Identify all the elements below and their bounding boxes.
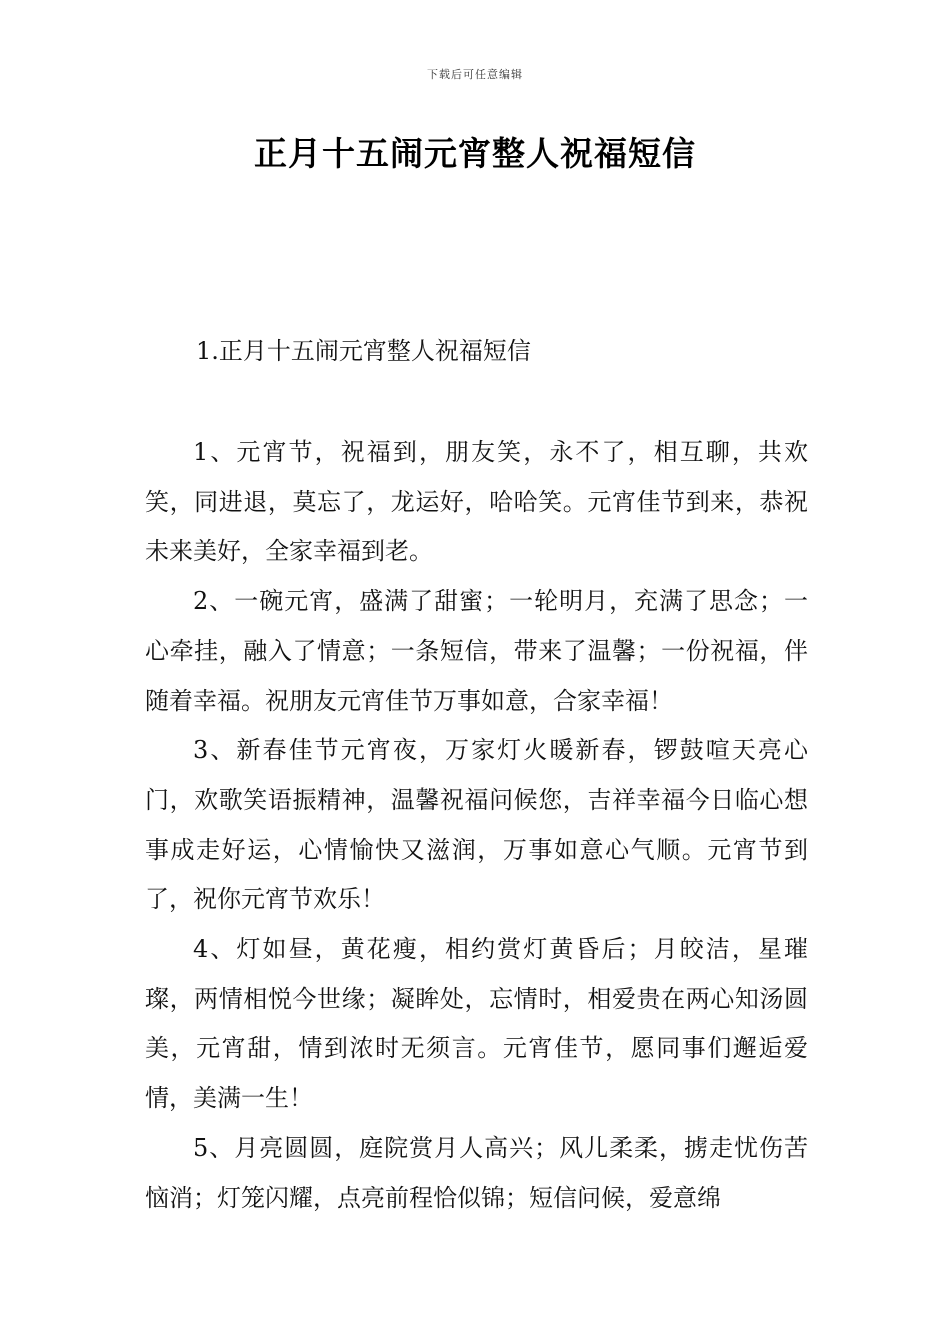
paragraph-5: 5、月亮圆圆，庭院赏月人高兴；风儿柔柔，掳走忧伤苦恼消；灯笼闪耀，点亮前程恰似锦；短信问候，爱意绵 [145, 1133, 808, 1212]
section-heading: 1.正月十五闹元宵整人祝福短信 [196, 337, 531, 365]
document-body [145, 428, 808, 1223]
document-title: 正月十五闹元宵整人祝福短信 [254, 134, 696, 173]
paragraph-4: 4、灯如昼，黄花瘦，相约赏灯黄昏后；月皎洁，星璀璨，两情相悦今世缘；凝眸处，忘情时，相爱贵在两心知汤圆美，元宵甜，情到浓时无须言。元宵佳节，愿同事们邂逅爱情，美满一生！ [145, 935, 808, 1113]
paragraph-3: 3、新春佳节元宵夜，万家灯火暖新春，锣鼓喧天亮心门，欢歌笑语振精神，温馨祝福问候您，吉祥幸福今日临心想事成走好运，心情愉快又滋润，万事如意心气顺。元宵节到了，祝你元宵节欢乐！ [145, 736, 808, 914]
header-note: 下载后可任意编辑 [427, 68, 523, 81]
paragraph-1: 1、元宵节，祝福到，朋友笑，永不了，相互聊，共欢笑，同进退，莫忘了，龙运好，哈哈笑。元宵佳节到来，恭祝未来美好，全家幸福到老。 [145, 438, 808, 566]
paragraph-2: 2、一碗元宵，盛满了甜蜜；一轮明月，充满了思念；一心牵挂，融入了情意；一条短信，带来了温馨；一份祝福，伴随着幸福。祝朋友元宵佳节万事如意，合家幸福！ [145, 587, 808, 715]
